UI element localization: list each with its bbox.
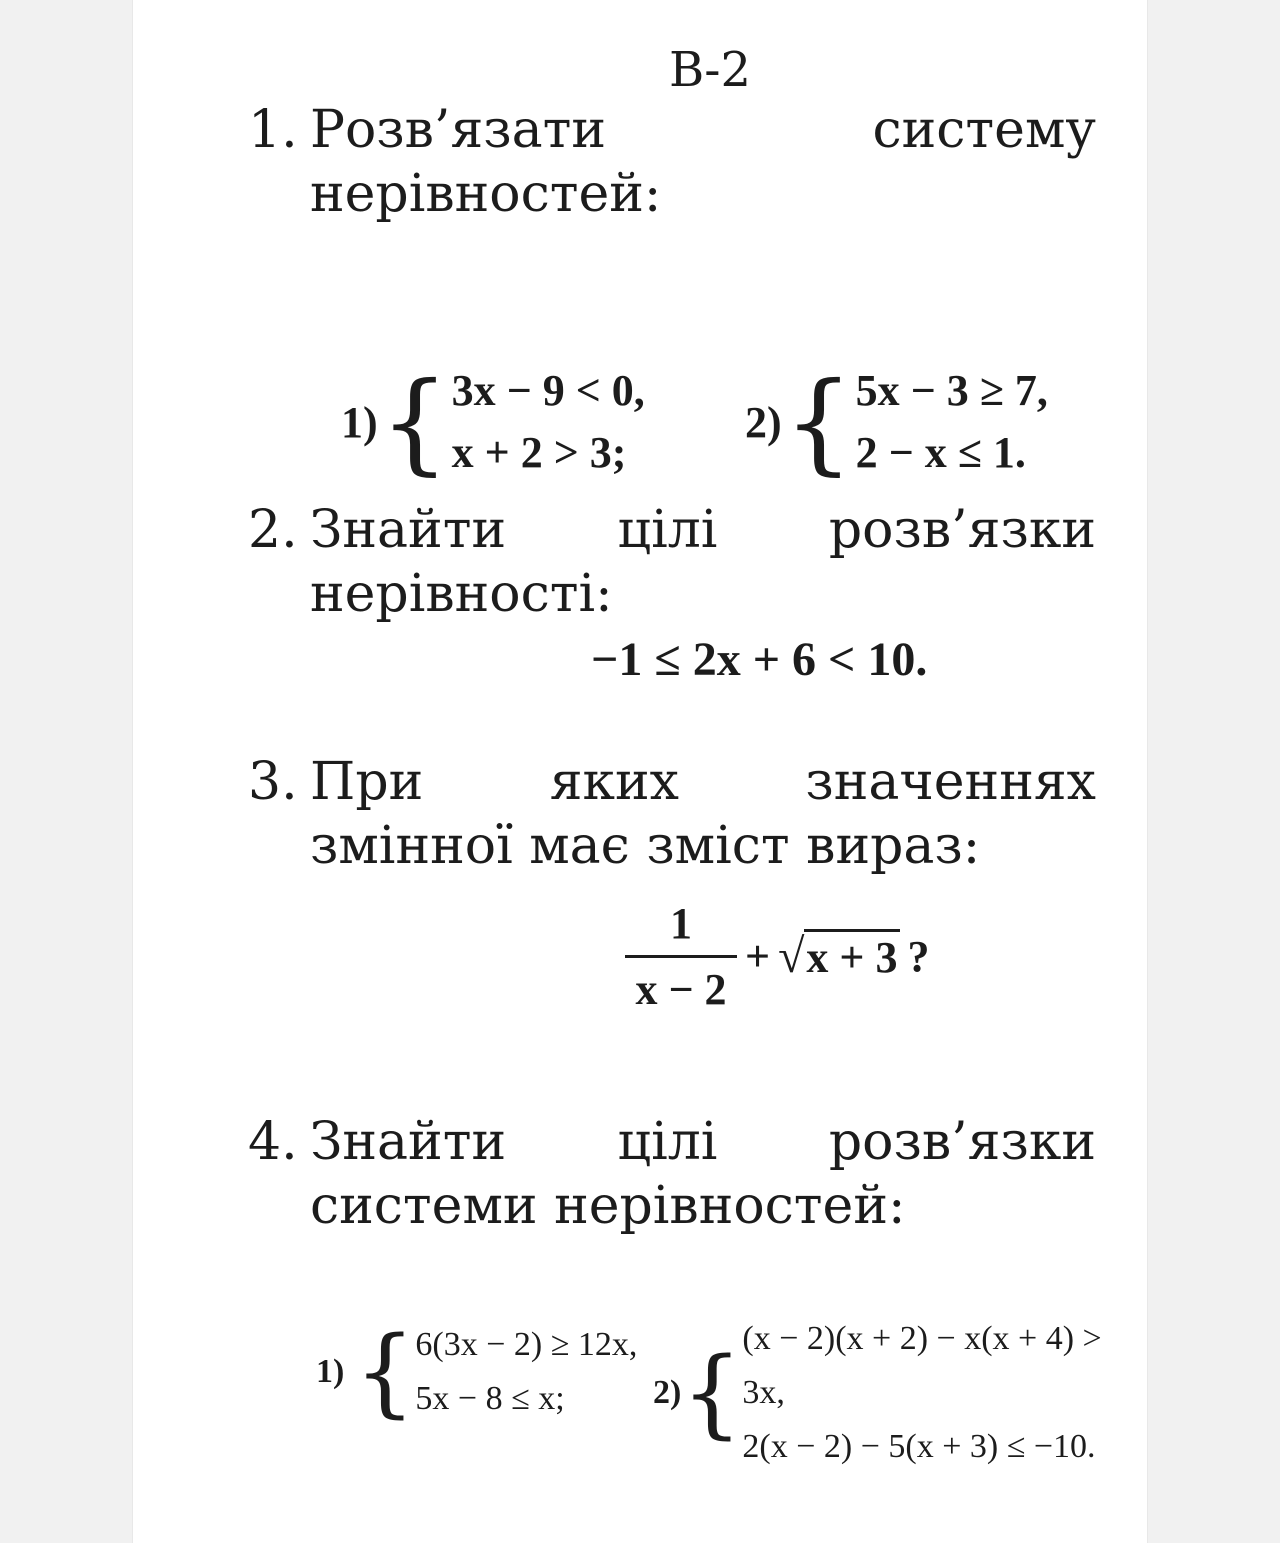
expression-formula bbox=[625, 898, 930, 1015]
task-text-line-2: системи нерівностей: bbox=[310, 1176, 906, 1236]
inequality: 5x − 8 ≤ x; bbox=[415, 1380, 565, 1417]
radical-icon: √ bbox=[778, 930, 805, 983]
square-root bbox=[778, 929, 899, 984]
task-1 bbox=[248, 98, 1096, 226]
inequality: 6(3x − 2) ≥ 12x, bbox=[415, 1326, 638, 1363]
system-label: 1) bbox=[341, 397, 378, 447]
system-label: 2) bbox=[745, 397, 782, 447]
task-text-word: значеннях bbox=[805, 752, 1096, 812]
task-text-word: розв’язки bbox=[828, 500, 1096, 560]
system-rows bbox=[452, 360, 645, 484]
task-text-word: цілі bbox=[617, 1112, 718, 1172]
task-text-word: При bbox=[310, 752, 424, 812]
brace-icon: { bbox=[783, 358, 854, 486]
fraction-bar bbox=[625, 955, 737, 958]
task-number: 1. bbox=[248, 100, 298, 160]
system-label: 1) bbox=[316, 1353, 345, 1390]
system-rows bbox=[856, 360, 1048, 484]
task-text-line-1 bbox=[310, 498, 1096, 562]
brace-icon: { bbox=[354, 1316, 416, 1428]
task-2 bbox=[248, 498, 1096, 626]
task-text-word: розв’язки bbox=[828, 1112, 1096, 1172]
inequality: 5x − 3 ≥ 7, bbox=[855, 366, 1048, 415]
task-text-word: Знайти bbox=[310, 500, 507, 560]
task-text-word: Знайти bbox=[310, 1112, 507, 1172]
system-4-1 bbox=[316, 1318, 637, 1426]
task-text-word: Розв’язати bbox=[310, 100, 607, 160]
plus-sign: + bbox=[745, 932, 771, 981]
task-text-line-1 bbox=[310, 1110, 1096, 1174]
inequality: 2 − x ≤ 1. bbox=[855, 428, 1026, 477]
worksheet-page bbox=[133, 0, 1147, 1543]
task-text-line-1 bbox=[310, 98, 1096, 162]
system-rows bbox=[742, 1312, 1147, 1474]
variant-title: В-2 bbox=[668, 42, 752, 98]
inequality-formula: −1 ≤ 2x + 6 < 10. bbox=[591, 633, 928, 686]
system-rows bbox=[415, 1318, 637, 1426]
task-text-line-2: нерівностей: bbox=[310, 164, 662, 224]
fraction-denominator: x − 2 bbox=[635, 965, 727, 1014]
system-1-1 bbox=[341, 360, 645, 484]
system-1-2 bbox=[745, 360, 1048, 484]
brace-icon: { bbox=[681, 1337, 743, 1449]
task-text-line-2: нерівності: bbox=[310, 564, 613, 624]
task-text-word: систему bbox=[872, 100, 1096, 160]
task-number: 3. bbox=[248, 752, 298, 812]
fraction bbox=[625, 898, 737, 1015]
task-text-line-2: змінної має зміст вираз: bbox=[310, 816, 981, 876]
task-text-line-1 bbox=[310, 750, 1096, 814]
task-3 bbox=[248, 750, 1096, 878]
system-label: 2) bbox=[653, 1374, 682, 1411]
question-mark: ? bbox=[907, 932, 930, 981]
inequality: 2(x − 2) − 5(x + 3) ≤ −10. bbox=[742, 1428, 1096, 1465]
inequality: x + 2 > 3; bbox=[451, 428, 627, 477]
task-text-word: яких bbox=[549, 752, 679, 812]
inequality: (x − 2)(x + 2) − x(x + 4) > 3x, bbox=[742, 1320, 1102, 1411]
task-number: 2. bbox=[248, 500, 298, 560]
brace-icon: { bbox=[379, 358, 450, 486]
task-number: 4. bbox=[248, 1112, 298, 1172]
task-text-word: цілі bbox=[617, 500, 718, 560]
system-4-2 bbox=[653, 1312, 1147, 1474]
task-4 bbox=[248, 1110, 1096, 1238]
inequality: 3x − 9 < 0, bbox=[451, 366, 645, 415]
fraction-numerator: 1 bbox=[670, 899, 692, 948]
radicand: x + 3 bbox=[804, 929, 899, 983]
